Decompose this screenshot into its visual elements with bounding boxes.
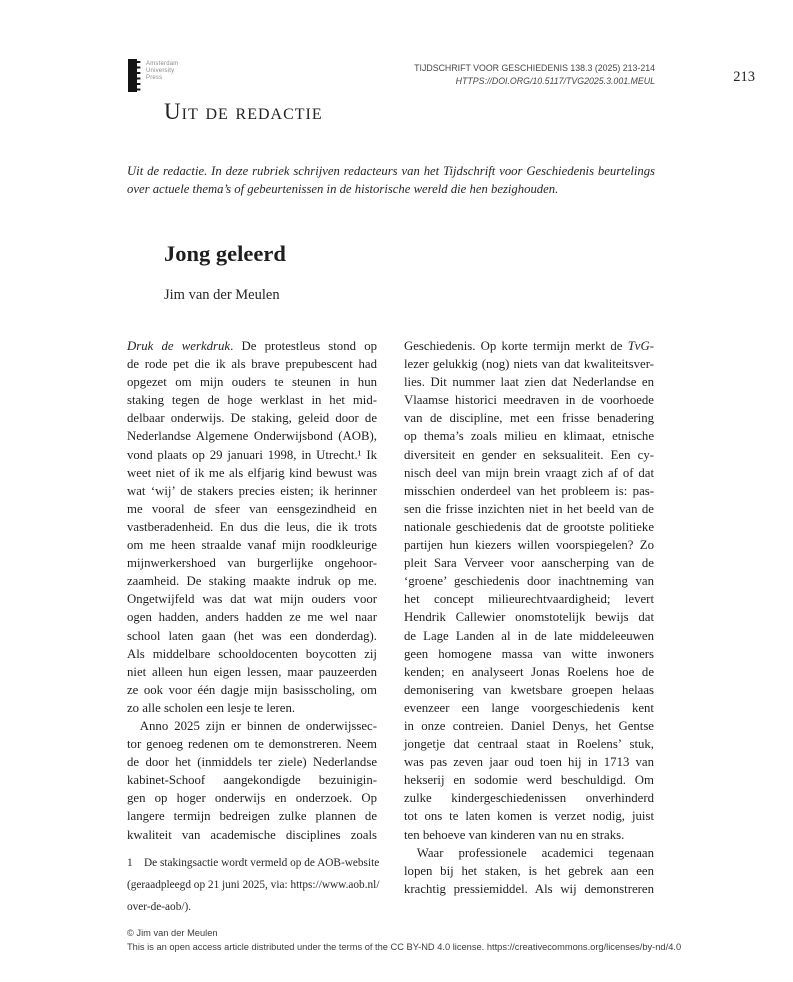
text-line: Nederlandse Algemene Onderwijsbond (AOB), — [127, 429, 377, 444]
text-line: tor genoeg redenen om te demonstreren. Neem — [127, 737, 377, 752]
text-line: de rode pet die ik als brave prepubescent had — [127, 357, 377, 372]
text-line: lies. Dit nummer laat zien dat Nederlandse en — [404, 375, 654, 390]
text-line: diversiteit en gender en seksualiteit. Een cy- — [404, 447, 654, 462]
abstract — [127, 160, 655, 196]
text-line: zaamheid. De staking maakte indruk op me. — [127, 574, 377, 589]
body-left-column — [127, 337, 377, 844]
text-line: vond plaats op 29 januari 1998, in Utrecht.¹ Ik — [127, 447, 377, 462]
text-line: gen op hoger onderwijs en onderzoek. Op — [127, 791, 377, 806]
text-line: vastberadenheid. En dus die leus, die ik trots — [127, 519, 377, 534]
text-line: kabinet-Schoof aangekondigde bezuinigin- — [127, 773, 377, 788]
text-line: ‘groene’ geschiedenis door inachtneming van — [404, 574, 654, 589]
text-line: het concept milieurechtvaardigheid; levert — [404, 592, 654, 607]
text-line: krachtig pressiemiddel. Als wij demonstreren — [404, 881, 654, 896]
text-line: kenden; en analyseert Jonas Roelens hoe de — [404, 664, 654, 679]
page-number: 213 — [733, 69, 755, 85]
text-line: weet niet of ik me als elfjarig kind bewust was — [127, 465, 377, 480]
text-line: lezer gelukkig (nog) niets van dat kwaliteitsver- — [404, 357, 654, 372]
journal-citation: TIJDSCHRIFT VOOR GESCHIEDENIS 138.3 (2025) 213-214 — [414, 63, 655, 73]
text-line: de Lage Landen al in de late middeleeuwen — [404, 628, 654, 643]
text-line: misschien onderdeel van het probleem is: pas- — [404, 483, 654, 498]
footer-license: This is an open access article distributed under the terms of the CC BY-ND 4.0 license. https://creativecommons.org/licenses/by-nd/4.0 — [127, 941, 682, 952]
text-line: school laten gaan (het was een donderdag). — [127, 628, 377, 643]
text-line: staking tegen de hoge werklast in het mid- — [127, 393, 377, 408]
text-line: tot ons te laten komen is verzet nodig, juist — [404, 809, 654, 824]
article-author: Jim van der Meulen — [164, 287, 280, 303]
text-line: om me heen straalde vanaf mijn roodkleurige — [127, 538, 377, 553]
text-line: demonisering van kwetsbare groepen helaas — [404, 682, 654, 697]
text-line: Druk de werkdruk. De protestleus stond op — [127, 339, 377, 353]
article-title: Jong geleerd — [164, 241, 286, 266]
text-line: Waar professionele academici tegenaan — [404, 845, 654, 860]
text-line: over actuele thema’s of gebeurtenissen in de historische wereld die hen bezighouden. — [127, 182, 559, 197]
text-line: mijnwerkershoed van burgerlijke ongehoor- — [127, 556, 377, 571]
text-line: (geraadpleegd op 21 juni 2025, via: https://www.aob.nl/ — [127, 879, 380, 891]
text-line: nationale geschiedenis dat de grootste politieke — [404, 519, 654, 534]
text-line: nisch deel van mijn brein vraagt zich af of dat — [404, 465, 654, 480]
text-line: delbaar onderwijs. De staking, geleid door de — [127, 411, 377, 426]
text-line: kwaliteit van academische disciplines zoals — [127, 827, 377, 842]
text-line: wat ‘wij’ de stakers precies eisten; ik herinner — [127, 483, 377, 498]
text-line: Anno 2025 zijn er binnen de onderwijssec- — [127, 718, 377, 733]
page-footer — [127, 927, 747, 954]
text-line: Uit de redactie. In deze rubriek schrijven redacteurs van het Tijdschrift voor Geschiedenis beurtelings — [127, 164, 655, 178]
text-line: lopen bij het staken, is het gebrek aan een — [404, 863, 654, 878]
publisher-name-line: Press — [146, 74, 163, 81]
text-line: niet alleen hun eigen lessen, maar pauzeerden — [127, 664, 377, 679]
text-line: langere termijn bedreigen zulke plannen de — [127, 809, 377, 824]
text-line: Ongetwijfeld was dat wat mijn ouders voor — [127, 592, 377, 607]
text-line: pleit Sara Verveer voor aanscherping van de — [404, 556, 654, 571]
text-line: in onze contreien. Daniel Denys, het Gentse — [404, 718, 654, 733]
doi-link[interactable]: HTTPS://DOI.ORG/10.5117/TVG2025.3.001.MEUL — [455, 75, 655, 86]
section-title: Uit de redactie — [164, 99, 323, 124]
publisher-name-line: Amsterdam — [146, 61, 179, 67]
body-right-column — [404, 337, 654, 898]
text-line: me vooral de sfeer van eensgezindheid en — [127, 501, 377, 516]
text-line: Geschiedenis. Op korte termijn merkt de TvG- — [404, 339, 654, 353]
text-line: ogen hadden, anders hadden ze me wel naar — [127, 610, 377, 625]
text-line: Hendrik Callewier onomstotelijk bewijs dat — [404, 610, 654, 625]
text-line: Vlaamse historici meedraven in de voorhoede — [404, 393, 654, 408]
text-line: de door het (inmiddels ter ziele) Nederlandse — [127, 755, 377, 770]
text-line: geen homogene massa van witte inwoners — [404, 646, 654, 661]
running-head — [127, 62, 655, 87]
text-line: jongetje dat centraal staat in Roelens’ stuk, — [404, 737, 654, 752]
footnote — [127, 852, 380, 918]
text-line: 1 De stakingsactie wordt vermeld op de AOB-website — [127, 857, 380, 869]
text-line: was pas zeven jaar oud toen hij in 1713 van — [404, 755, 654, 770]
text-line: zo alle scholen een lesje te leren. — [127, 700, 296, 715]
text-line: sen die frisse inzichten niet in het beeld van de — [404, 501, 654, 516]
publisher-name-line: University — [146, 67, 175, 74]
text-line: partijen hun kiezers willen voorspiegelen? Zo — [404, 538, 654, 553]
text-line: Als middelbare schooldocenten boycotten zij — [127, 646, 377, 661]
text-line: van de discipline, met een frisse benadering — [404, 411, 654, 426]
text-line: hekserij en sodomie werd beschuldigd. Om — [404, 773, 654, 788]
text-line: over-de-aob/). — [127, 901, 192, 913]
text-line: ten behoeve van kinderen van nu en straks. — [404, 827, 625, 842]
text-line: ze ook voor één dagje mijn basisscholing, om — [127, 682, 377, 697]
text-line: evenzeer een lange voorgeschiedenis kent — [404, 700, 654, 715]
text-line: opgezet om mijn ouders te steunen in hun — [127, 375, 377, 390]
text-line: zulke kindergeschiedenissen onverhinderd — [404, 791, 654, 806]
footer-copyright: © Jim van der Meulen — [127, 928, 218, 938]
text-line: op thema’s zoals milieu en klimaat, etnische — [404, 429, 654, 444]
